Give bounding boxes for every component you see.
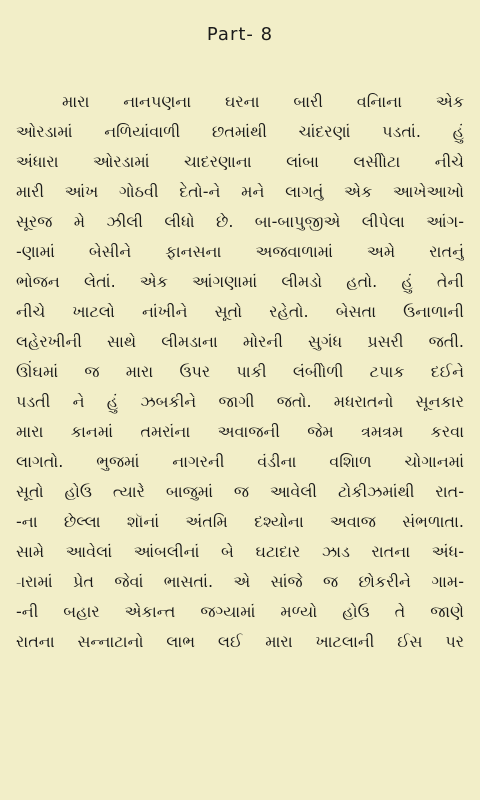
text-line: મારા કાનમાં તમરાંના અવાજની જેમ ત્રમત્રમ કરવા xyxy=(16,422,464,441)
story-text xyxy=(16,87,464,657)
text-line: સૂરજ મે ઝીલી લીધો છે. બા-બાપુજીએ લીપેલા આંગ- xyxy=(16,212,464,231)
text-line: ઊંઘમાં જ મારા ઉપર પાકી લંબીોળી ટપાક દઈને xyxy=(16,362,464,381)
text-line: ઓરડામાં નળિયાંવાળી છતમાંથી ચાંદરણાં પડતાં. હું xyxy=(16,122,464,141)
text-line: અંધારા ઓરડામાં ચાદરણાના લાંબા લસીોટા નીચે xyxy=(16,152,464,171)
part-title: Part- 8 xyxy=(206,24,274,45)
text-line: લાગતો. ભુજમાં નાગરની વંડીના વશિાળ ચોગાનમાં xyxy=(16,452,464,471)
text-line: મારા નાનપણના ઘરના બારી વનિાના એક xyxy=(62,92,464,111)
text-line: -ની બહાર એકાન્ત જગ્યામાં મળ્યો હોઉ તે જાણે xyxy=(16,602,464,621)
text-line: સામે આવેલાં આંબલીનાં બે ઘટાદાર ઝાડ રાતના અંધ- xyxy=(16,542,464,561)
text-line: રાતના સન્નાટાનો લાભ લઈ મારા ખાટલાની ઈસ પર xyxy=(16,632,464,651)
text-line: પડતી ને હું ઝબકીને જાગી જતો. મધરાતનો સૂનકાર xyxy=(16,392,464,411)
text-line: ભોજન લેતાં. એક આંગણામાં લીમડો હતો. હું તેની xyxy=(16,272,464,291)
text-line: -ના છેલ્લા શૉનાં અંતમિ દશ્યોના અવાજ સંભળાતા. xyxy=(16,512,464,531)
text-line: મારી આંખ ગોઠવી દેતો-ને મને લાગતું એક આખેઆખો xyxy=(16,182,464,201)
text-line: લહેરખીની સાથે લીમડાના મોરની સુગંધ પ્રસરી જતી. xyxy=(16,332,464,351)
text-line: -ારામાં પ્રેત જેવાં ભાસતાં. એ સાંજે જ છોકરીને ગામ- xyxy=(16,572,464,591)
text-line: સૂતો હોઉ ત્યારે બાજુમાં જ આવેલી ટોકીઝમાંથી રાત- xyxy=(16,482,464,501)
text-line: -ણામાં બેસીને ફાનસના અજવાળામાં અમે રાતનું xyxy=(16,242,464,261)
text-line: નીચે ખાટલો નાંખીને સૂતો રહેતો. બેસતા ઉનાળાની xyxy=(16,302,464,321)
